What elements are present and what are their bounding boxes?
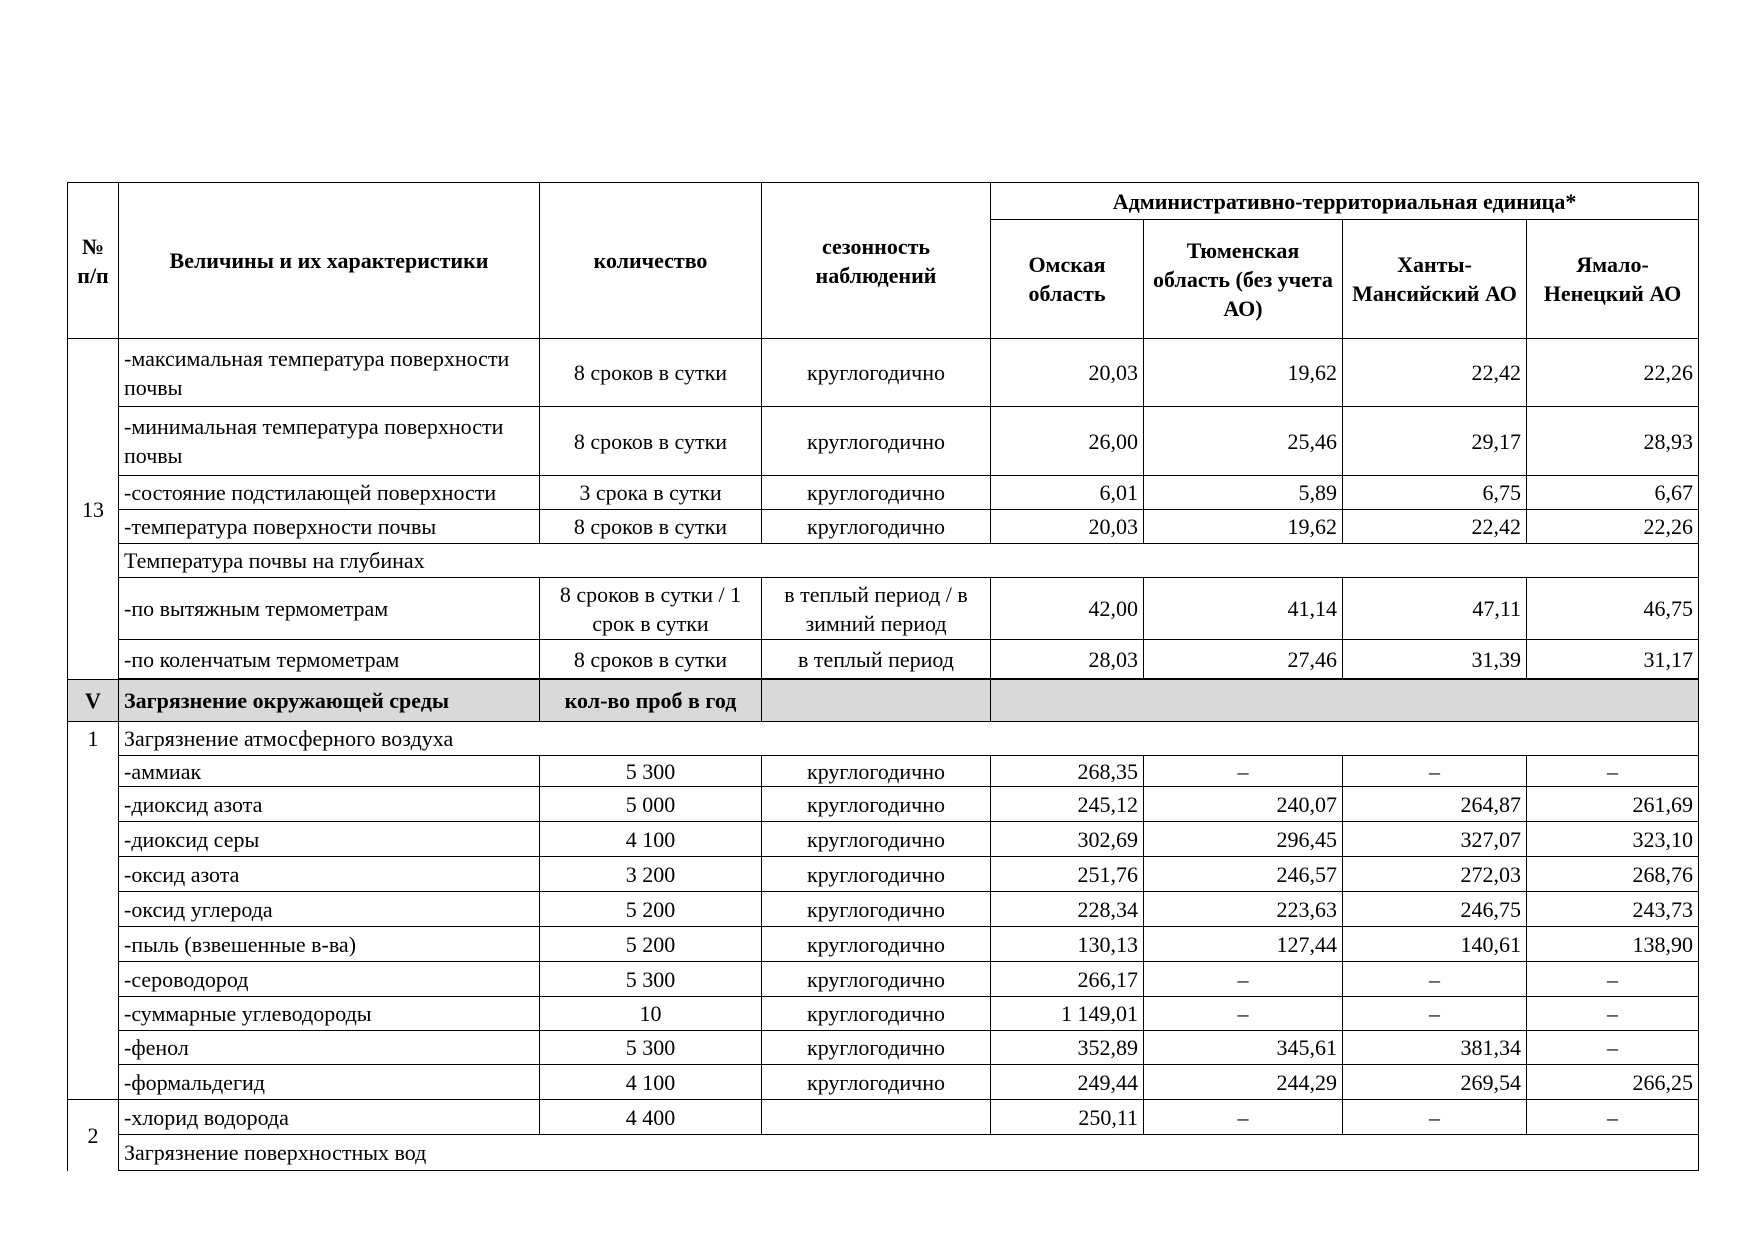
row-quantity: 8 сроков в сутки [540,510,762,544]
value-cell: 5,89 [1144,476,1343,510]
value-cell: 323,10 [1527,822,1699,857]
value-cell: 246,75 [1343,892,1527,927]
value-cell: 352,89 [991,1031,1144,1065]
value-cell: – [1343,962,1527,997]
row-name: -максимальная температура поверхности почвы [119,339,540,407]
row-season: круглогодично [762,787,991,822]
row-number: 13 [68,339,119,680]
row-quantity: 5 000 [540,787,762,822]
value-cell: 296,45 [1144,822,1343,857]
value-cell: 1 149,01 [991,997,1144,1031]
row-season: круглогодично [762,892,991,927]
row-quantity: 5 300 [540,962,762,997]
row-name: -фенол [119,1031,540,1065]
value-cell: 41,14 [1144,578,1343,640]
value-cell: 28,03 [991,640,1144,679]
value-cell: 251,76 [991,857,1144,892]
value-cell: 228,34 [991,892,1144,927]
row-name: -формальдегид [119,1065,540,1100]
value-cell: – [1144,1100,1343,1135]
row-name: -сероводород [119,962,540,997]
row-quantity: 5 200 [540,892,762,927]
value-cell: 250,11 [991,1100,1144,1135]
value-cell: 19,62 [1144,339,1343,407]
value-cell: 268,76 [1527,857,1699,892]
value-cell: 345,61 [1144,1031,1343,1065]
row-season: круглогодично [762,476,991,510]
value-cell: 22,26 [1527,339,1699,407]
value-cell: 25,46 [1144,407,1343,476]
row-quantity: 4 400 [540,1100,762,1135]
value-cell: – [1144,756,1343,787]
row-quantity: 4 100 [540,822,762,857]
value-cell: – [1343,1100,1527,1135]
row-quantity: 10 [540,997,762,1031]
value-cell: 31,39 [1343,640,1527,679]
col-header-number: № п/п [68,183,119,339]
row-season: в теплый период / в зимний период [762,578,991,640]
value-cell: 327,07 [1343,822,1527,857]
row-season: круглогодично [762,756,991,787]
section-quantity-header: кол-во проб в год [540,680,762,722]
row-name: -аммиак [119,756,540,787]
value-cell: 46,75 [1527,578,1699,640]
row-season: в теплый период [762,640,991,679]
row-quantity: 4 100 [540,1065,762,1100]
value-cell: 22,42 [1343,510,1527,544]
value-cell: – [1527,962,1699,997]
value-cell: – [1527,756,1699,787]
row-season: круглогодично [762,997,991,1031]
value-cell: 140,61 [1343,927,1527,962]
row-quantity: 8 сроков в сутки [540,640,762,679]
row-name: -суммарные углеводороды [119,997,540,1031]
section-title: Загрязнение окружающей среды [119,680,540,722]
row-number: 2 [68,1100,119,1171]
value-cell: 6,75 [1343,476,1527,510]
value-cell: 243,73 [1527,892,1699,927]
value-cell: 31,17 [1527,640,1699,679]
observation-table [67,182,1699,1171]
col-header-region: Омская область [991,220,1144,339]
value-cell: 272,03 [1343,857,1527,892]
row-name: -хлорид водорода [119,1100,540,1135]
value-cell: 249,44 [991,1065,1144,1100]
value-cell: 268,35 [991,756,1144,787]
value-cell: 6,01 [991,476,1144,510]
row-name: -диоксид азота [119,787,540,822]
value-cell: 22,26 [1527,510,1699,544]
value-cell: 19,62 [1144,510,1343,544]
value-cell: – [1343,756,1527,787]
section-empty-cell [991,680,1699,722]
value-cell: – [1527,1031,1699,1065]
row-season: круглогодично [762,510,991,544]
value-cell: 47,11 [1343,578,1527,640]
row-name: -пыль (взвешенные в-ва) [119,927,540,962]
value-cell: 20,03 [991,510,1144,544]
row-name: -диоксид серы [119,822,540,857]
value-cell: 27,46 [1144,640,1343,679]
data-table-sheet [67,182,1699,1171]
value-cell: 130,13 [991,927,1144,962]
row-season: круглогодично [762,962,991,997]
row-name: -по вытяжным термометрам [119,578,540,640]
subheading-row: Загрязнение атмосферного воздуха [119,722,1699,756]
col-header-quantity: количество [540,183,762,339]
row-season: круглогодично [762,822,991,857]
value-cell: 6,67 [1527,476,1699,510]
value-cell: 22,42 [1343,339,1527,407]
col-header-region: Ямало-Ненецкий АО [1527,220,1699,339]
section-number: V [68,680,119,722]
col-header-region: Ханты-Мансийский АО [1343,220,1527,339]
row-season: круглогодично [762,407,991,476]
row-quantity: 8 сроков в сутки / 1 срок в сутки [540,578,762,640]
value-cell: 127,44 [1144,927,1343,962]
value-cell: 261,69 [1527,787,1699,822]
row-season: круглогодично [762,927,991,962]
value-cell: – [1144,997,1343,1031]
value-cell: 245,12 [991,787,1144,822]
row-name: -оксид азота [119,857,540,892]
row-name: -температура поверхности почвы [119,510,540,544]
row-season [762,1100,991,1135]
value-cell: 266,25 [1527,1065,1699,1100]
value-cell: 240,07 [1144,787,1343,822]
col-header-region: Тюменская область (без учета АО) [1144,220,1343,339]
row-season: круглогодично [762,339,991,407]
row-season: круглогодично [762,857,991,892]
subheading-row: Загрязнение поверхностных вод [119,1135,1699,1171]
row-name: -оксид углерода [119,892,540,927]
section-empty-cell [762,680,991,722]
row-quantity: 5 300 [540,1031,762,1065]
row-quantity: 3 срока в сутки [540,476,762,510]
value-cell: 28,93 [1527,407,1699,476]
row-name: -минимальная температура поверхности почвы [119,407,540,476]
col-header-admin-unit: Административно-территориальная единица* [991,183,1699,220]
row-quantity: 8 сроков в сутки [540,407,762,476]
value-cell: 223,63 [1144,892,1343,927]
value-cell: 20,03 [991,339,1144,407]
row-quantity: 5 300 [540,756,762,787]
value-cell: 138,90 [1527,927,1699,962]
value-cell: 381,34 [1343,1031,1527,1065]
subheading-row: Температура почвы на глубинах [119,544,1699,578]
value-cell: 264,87 [1343,787,1527,822]
value-cell: 244,29 [1144,1065,1343,1100]
value-cell: 302,69 [991,822,1144,857]
row-name: -состояние подстилающей поверхности [119,476,540,510]
value-cell: 269,54 [1343,1065,1527,1100]
value-cell: 42,00 [991,578,1144,640]
row-number: 1 [68,722,119,1100]
row-name: -по коленчатым термометрам [119,640,540,679]
value-cell: 29,17 [1343,407,1527,476]
row-season: круглогодично [762,1065,991,1100]
row-season: круглогодично [762,1031,991,1065]
row-quantity: 8 сроков в сутки [540,339,762,407]
row-quantity: 3 200 [540,857,762,892]
value-cell: 246,57 [1144,857,1343,892]
value-cell: – [1144,962,1343,997]
value-cell: – [1527,997,1699,1031]
value-cell: 26,00 [991,407,1144,476]
col-header-characteristics: Величины и их характеристики [119,183,540,339]
value-cell: 266,17 [991,962,1144,997]
col-header-seasonality: сезонность наблюдений [762,183,991,339]
row-quantity: 5 200 [540,927,762,962]
value-cell: – [1343,997,1527,1031]
value-cell: – [1527,1100,1699,1135]
